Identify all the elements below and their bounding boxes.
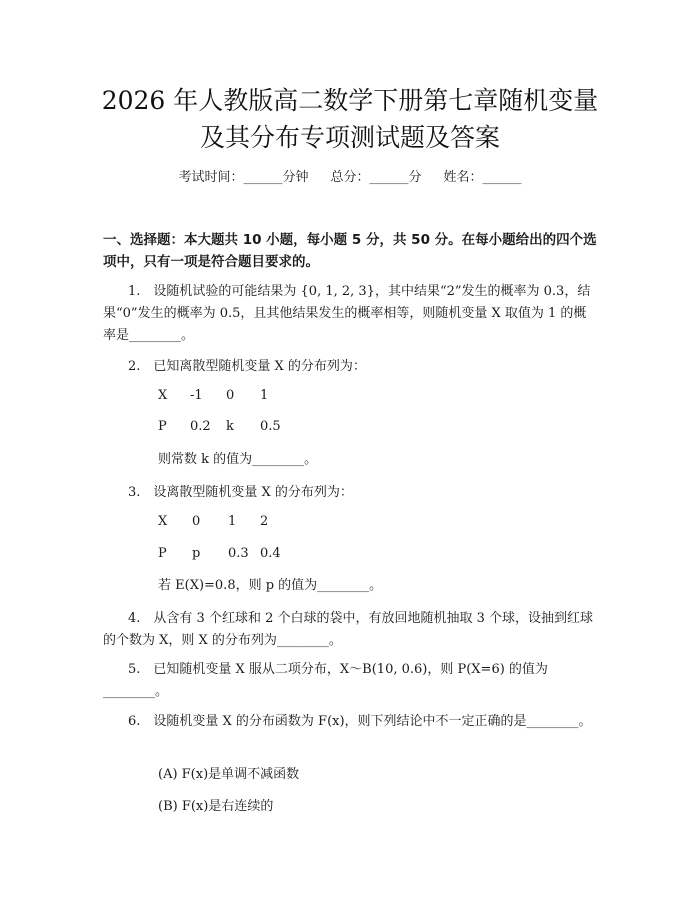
q3-x-val: 0 <box>192 514 201 529</box>
q2-x-val: -1 <box>190 388 203 403</box>
q6-option-b: (B) F(x)是右连续的 <box>158 799 274 814</box>
q6-option-a: (A) F(x)是单调不减函数 <box>158 767 300 782</box>
name-label: 姓名： <box>443 170 483 185</box>
section-heading <box>103 229 603 273</box>
document-title-line1: 2026 年人教版高二数学下册第七章随机变量 <box>101 86 599 115</box>
q2-x-header: X <box>158 388 168 403</box>
question-6: 6. 设随机变量 X 的分布函数为 F(x)，则下列结论中不一定正确的是________。 <box>128 714 592 729</box>
name-blank: ______ <box>482 170 522 185</box>
question-3-stem: 3. 设离散型随机变量 X 的分布列为： <box>128 485 353 500</box>
q3-x-val: 1 <box>228 514 237 529</box>
document-title-line2: 及其分布专项测试题及答案 <box>199 123 500 152</box>
question-3-ask: 若 E(X)=0.8，则 p 的值为________。 <box>158 578 383 593</box>
exam-info-line <box>0 168 700 188</box>
question-5: 5. 已知随机变量 X 服从二项分布，X～B(10, 0.6)，则 P(X=6) 的值为________。 <box>103 662 548 699</box>
q3-p-header: P <box>158 546 167 561</box>
time-label: 考试时间： <box>178 170 244 185</box>
q2-x-val: 1 <box>260 388 269 403</box>
q3-p-val: p <box>192 546 201 561</box>
question-2-stem: 2. 已知离散型随机变量 X 的分布列为： <box>128 359 366 374</box>
question-2-ask: 则常数 k 的值为________。 <box>158 452 318 467</box>
section-heading-line2: 项中，只有一项是符合题目要求的。 <box>103 254 319 270</box>
q2-p-val: 0.5 <box>260 419 281 434</box>
q2-p-val: k <box>226 419 234 434</box>
q2-p-val: 0.2 <box>190 419 211 434</box>
time-blank: ______分钟 <box>243 170 309 185</box>
question-1: 1. 设随机试验的可能结果为 {0, 1, 2, 3}，其中结果“2”发生的概率为 0.3，结果“0”发生的概率为 0.5，且其他结果发生的概率相等，则随机变量 X 取值为 1 的概率是________。 <box>103 284 591 343</box>
score-blank: ______分 <box>369 170 422 185</box>
q3-x-val: 2 <box>260 514 269 529</box>
section-heading-line1: 一、选择题：本大题共 10 小题，每小题 5 分，共 50 分。在每小题给出的四个选 <box>103 232 597 248</box>
q3-p-val: 0.4 <box>260 546 281 561</box>
q2-p-header: P <box>158 419 167 434</box>
score-label: 总分： <box>330 170 370 185</box>
q3-p-val: 0.3 <box>228 546 249 561</box>
q3-x-header: X <box>158 514 168 529</box>
question-4: 4. 从含有 3 个红球和 2 个白球的袋中，有放回地随机抽取 3 个球，设抽到红球的个数为 X，则 X 的分布列为________。 <box>103 611 594 648</box>
q2-x-val: 0 <box>226 388 235 403</box>
